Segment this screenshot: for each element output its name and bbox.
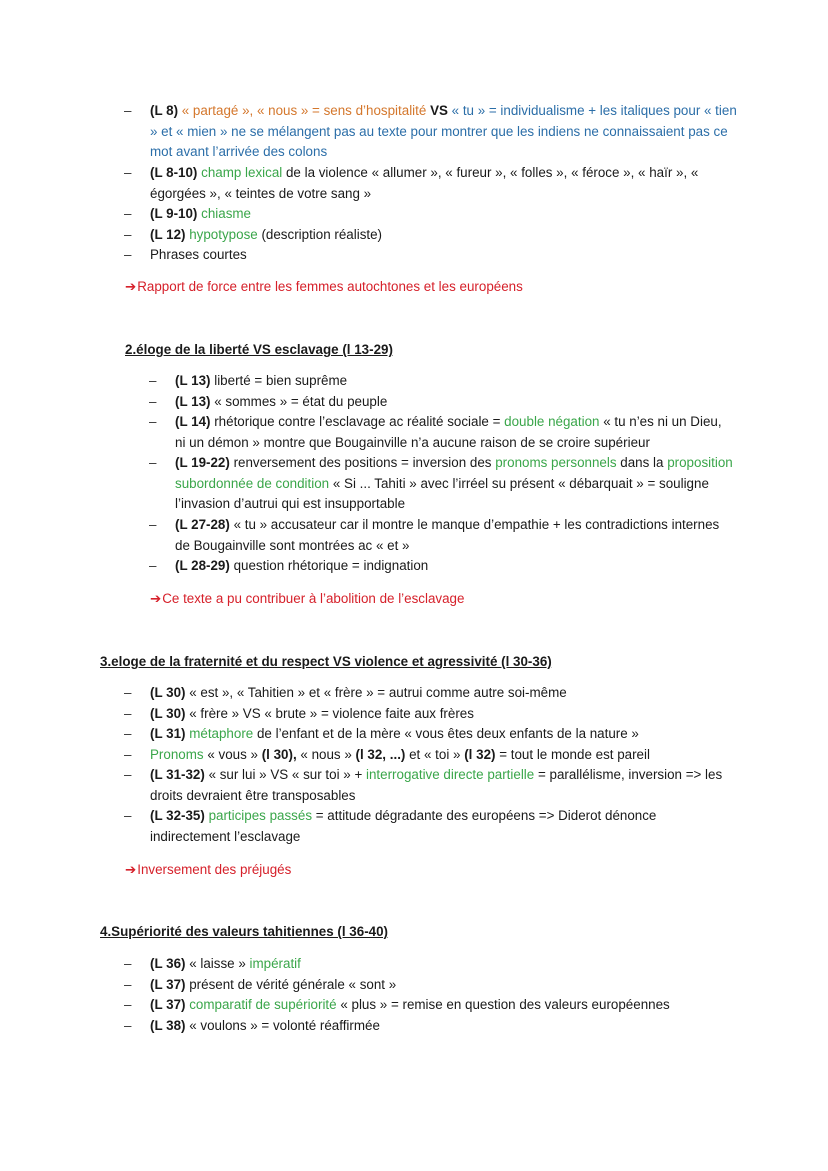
list-item: – (L 30) « est », « Tahitien » et « frère » = autrui comme autre soi-même <box>124 685 567 700</box>
arrow-right-icon: ➔ <box>125 862 137 877</box>
section-3-list <box>124 683 740 847</box>
list-item: – Phrases courtes <box>124 247 247 263</box>
section-3-conclusion: ➔Inversement des préjugés <box>125 862 292 877</box>
list-item: – (L 19-22) renversement des positions = inversion des pronoms personnels dans la proposition subordonnée de condition « Si ... Tahiti » avec l’irréel su présent « débarquait » = souligne l’invasion d’autrui qui est insupportable <box>149 455 733 512</box>
list-item: – (L 9-10) chiasme <box>124 206 251 221</box>
section-2-conclusion: ➔Ce texte a pu contribuer à l’abolition de l’esclavage <box>150 591 465 606</box>
list-item: – (L 36) « laisse » impératif <box>124 956 301 971</box>
section-1-conclusion: ➔Rapport de force entre les femmes autochtones et les européens <box>125 279 523 294</box>
list-item: – (L 30) « frère » VS « brute » = violence faite aux frères <box>124 705 474 721</box>
list-item: – (L 14) rhétorique contre l’esclavage ac réalité sociale = double négation « tu n’es ni un Dieu, ni un démon » montre que Bougainville n’a aucune raison de se croire supérieur <box>149 414 722 450</box>
list-item: – (L 38) « voulons » = volonté réaffirmée <box>124 1017 380 1033</box>
section-2-heading: 2.éloge de la liberté VS esclavage (l 13-29) <box>125 342 393 357</box>
list-item: – (L 32-35) participes passés = attitude dégradante des européens => Diderot dénonce indirectement l’esclavage <box>124 808 657 844</box>
list-item: – (L 31-32) « sur lui » VS « sur toi » + interrogative directe partielle = parallélisme, inversion => les droits devraient être transposables <box>124 767 723 803</box>
section-1-list <box>124 101 740 266</box>
list-item: – (L 28-29) question rhétorique = indignation <box>149 558 429 574</box>
list-item: – (L 12) hypotypose (description réaliste) <box>124 226 383 242</box>
list-item: – (L 8-10) champ lexical de la violence « allumer », « fureur », « folles », « féroce », « haïr », « égorgées », « teintes de votre sang » <box>124 165 699 201</box>
arrow-right-icon: ➔ <box>125 279 137 294</box>
section-2-list <box>149 371 735 577</box>
list-item: – (L 27-28) « tu » accusateur car il montre le manque d’empathie + les contradictions internes de Bougainville sont montrées ac « et » <box>149 517 720 553</box>
list-item: – (L 13) liberté = bien suprême <box>149 373 348 388</box>
list-item: – (L 37) comparatif de supériorité « plus » = remise en question des valeurs européennes <box>124 997 670 1013</box>
list-item: – (L 13) « sommes » = état du peuple <box>149 393 388 409</box>
list-item: – (L 31) métaphore de l’enfant et de la mère « vous êtes deux enfants de la nature » <box>124 726 639 742</box>
section-4-heading: 4.Supériorité des valeurs tahitiennes (l 36-40) <box>100 924 389 939</box>
section-3-heading: 3.eloge de la fraternité et du respect VS violence et agressivité (l 30-36) <box>100 654 552 669</box>
list-item: – (L 37) présent de vérité générale « sont » <box>124 976 397 992</box>
list-item: – (L 8) « partagé », « nous » = sens d’hospitalité VS « tu » = individualisme + les italiques pour « tien » et « mien » ne se mélangent pas au texte pour montrer que les indiens ne connaissaient pas ce mot avant l’arrivée des colons <box>124 103 737 160</box>
arrow-right-icon: ➔ <box>150 591 162 606</box>
list-item: – Pronoms « vous » (l 30), « nous » (l 32, ...) et « toi » (l 32) = tout le monde est pareil <box>124 746 650 762</box>
section-4-list <box>124 954 740 1036</box>
